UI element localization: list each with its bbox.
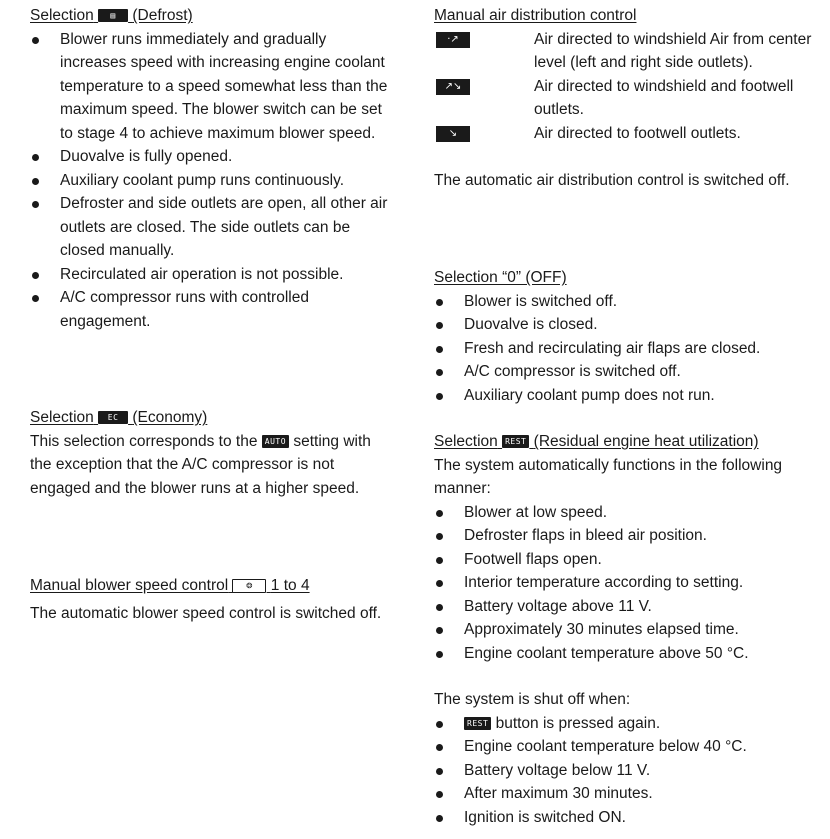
off-list	[434, 290, 814, 408]
list-item: Recirculated air operation is not possible.	[30, 263, 395, 287]
defrost-section	[30, 4, 395, 333]
economy-section	[30, 406, 395, 500]
rest-intro: The system automatically functions in the following manner:	[434, 456, 783, 497]
list-item: Blower at low speed.	[434, 501, 814, 525]
auto-icon: AUTO	[262, 435, 289, 448]
off-section	[434, 266, 814, 407]
list-item: Battery voltage above 11 V.	[434, 595, 814, 619]
list-item: Duovalve is fully opened.	[30, 145, 395, 169]
distribution-row: ↘ Air directed to footwell outlets.	[434, 122, 814, 146]
windshield-airflow-icon: ·↗	[436, 32, 470, 48]
list-item: After maximum 30 minutes.	[434, 782, 814, 806]
blower-body: The automatic blower speed control is switched off.	[30, 604, 382, 622]
rest-list	[434, 501, 814, 666]
list-item: Defroster flaps in bleed air position.	[434, 524, 814, 548]
footwell-airflow-icon: ↘	[436, 126, 470, 142]
defrost-list	[30, 28, 395, 334]
economy-body: This selection corresponds to the AUTO setting with the exception that the A/C compressor is not engaged and the blower runs at a higher speed.	[30, 432, 371, 497]
economy-heading: Selection EC (Economy)	[30, 409, 208, 426]
distribution-heading: Manual air distribution control	[434, 7, 637, 24]
list-item: Approximately 30 minutes elapsed time.	[434, 618, 814, 642]
distribution-row: ·↗ Air directed to windshield Air from center level (left and right side outlets).	[434, 28, 814, 75]
list-item: Engine coolant temperature above 50 °C.	[434, 642, 814, 666]
list-item: Battery voltage below 11 V.	[434, 759, 814, 783]
economy-icon: EC	[98, 411, 128, 424]
distribution-note: The automatic air distribution control is switched off.	[434, 172, 790, 189]
rest-heading: Selection REST (Residual engine heat utilization)	[434, 433, 759, 450]
rest-icon: REST	[502, 435, 529, 448]
list-item: Blower is switched off.	[434, 290, 814, 314]
list-item: Defroster and side outlets are open, all other air outlets are closed. The side outlets can be closed manually.	[30, 192, 395, 263]
list-item: Engine coolant temperature below 40 °C.	[434, 735, 814, 759]
list-item: Fresh and recirculating air flaps are closed.	[434, 337, 814, 361]
defrost-heading: Selection ▤ (Defrost)	[30, 7, 193, 24]
list-item: REST button is pressed again.	[434, 712, 814, 736]
fan-icon: ❂	[232, 579, 266, 593]
list-item: A/C compressor runs with controlled engagement.	[30, 286, 395, 333]
distribution-section	[434, 4, 814, 193]
blower-section	[30, 574, 395, 629]
list-item: Auxiliary coolant pump runs continuously.	[30, 169, 395, 193]
rest-icon: REST	[464, 717, 491, 730]
list-item: Blower runs immediately and gradually increases speed with increasing engine coolant temperature to a speed somewhat less than the maximum speed. The blower switch can be set to stage 4 to achieve maximum blower speed.	[30, 28, 395, 146]
rest-section	[434, 430, 814, 829]
list-item: Auxiliary coolant pump does not run.	[434, 384, 814, 408]
list-item: Duovalve is closed.	[434, 313, 814, 337]
distribution-row: ↗↘ Air directed to windshield and footwell outlets.	[434, 75, 814, 122]
defrost-icon: ▤	[98, 9, 128, 22]
shutoff-intro: The system is shut off when:	[434, 691, 631, 708]
list-item: Footwell flaps open.	[434, 548, 814, 572]
list-item: Ignition is switched ON.	[434, 806, 814, 830]
list-item: A/C compressor is switched off.	[434, 360, 814, 384]
windshield-footwell-airflow-icon: ↗↘	[436, 79, 470, 95]
shutoff-list	[434, 712, 814, 830]
off-heading: Selection “0” (OFF)	[434, 269, 567, 286]
blower-heading: Manual blower speed control ❂ 1 to 4	[30, 577, 310, 594]
list-item: Interior temperature according to setting.	[434, 571, 814, 595]
